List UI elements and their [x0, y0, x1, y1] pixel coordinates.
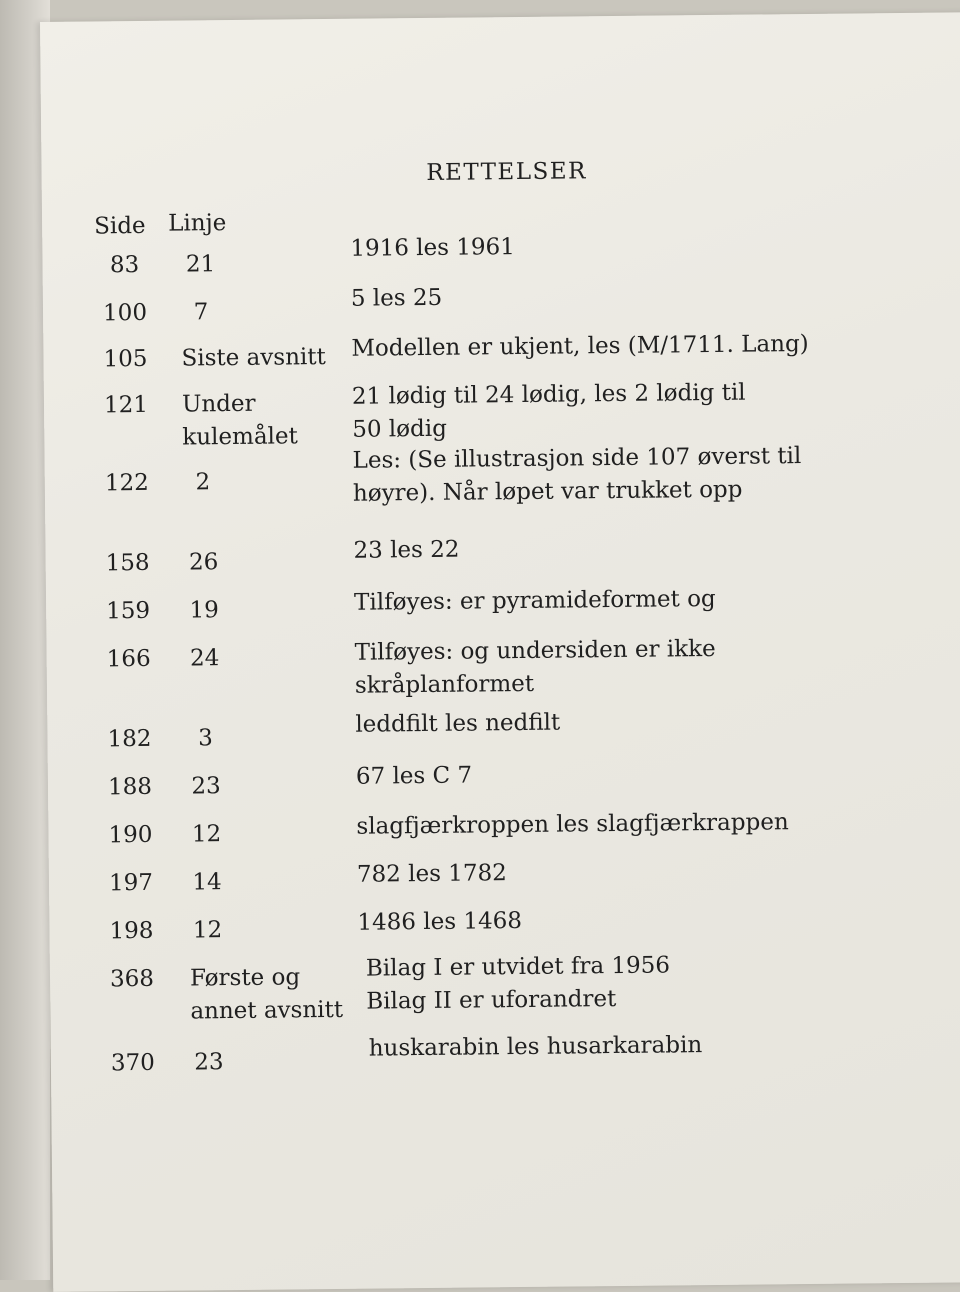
errata-row — [48, 762, 960, 801]
correction-text: Tilføyes: er pyramideformet og — [353, 585, 716, 616]
errata-row — [49, 906, 960, 945]
line-number: 23 — [194, 1049, 224, 1076]
page-number: 159 — [106, 597, 151, 625]
errata-row — [45, 443, 960, 507]
line-number: 12 — [191, 821, 222, 848]
page-number: 83 — [109, 251, 140, 279]
line-number: 23 — [191, 773, 221, 800]
correction-text: Bilag I er utvidet fra 1956 Bilag II er uforandret — [365, 952, 671, 1015]
line-number: 12 — [192, 917, 223, 944]
correction-text: 67 les C 7 — [355, 762, 473, 790]
page-number: 188 — [107, 773, 153, 801]
line-number: 14 — [192, 869, 222, 896]
correction-text: Modellen er ukjent, les (M/1711. Lang) — [351, 330, 809, 362]
errata-row — [48, 809, 960, 849]
correction-text: 5 les 25 — [350, 284, 443, 312]
page-number: 100 — [102, 299, 148, 327]
correction-text: slagfjærkroppen les slagfjærkrappen — [356, 809, 789, 840]
line-label: Under kulemålet — [181, 390, 298, 451]
page-number: 122 — [104, 469, 149, 497]
errata-row — [50, 952, 960, 1025]
line-number: 19 — [189, 597, 219, 624]
page-number: 190 — [108, 821, 153, 849]
errata-row — [47, 709, 960, 753]
page-number: 368 — [109, 965, 155, 993]
correction-text: huskarabin les husarkarabin — [368, 1032, 703, 1062]
correction-text: 23 les 22 — [353, 536, 460, 564]
line-number: 21 — [185, 251, 216, 278]
errata-row — [51, 1032, 960, 1077]
page-number: 182 — [107, 725, 152, 753]
page-number: 121 — [103, 391, 149, 419]
errata-row — [44, 379, 960, 451]
correction-text: Tilføyes: og undersiden er ikke skråplanformet — [354, 635, 716, 699]
errata-row — [49, 858, 960, 897]
errata-row — [46, 536, 960, 577]
line-number: 2 — [195, 469, 211, 496]
correction-text: Les: (Se illustrasjon side 107 øverst til høyre). Når løpet var trukket opp — [352, 443, 802, 507]
book-page — [40, 12, 960, 1292]
errata-row — [43, 330, 960, 373]
correction-text: 1486 les 1468 — [357, 908, 523, 936]
errata-row — [47, 634, 960, 699]
errata-row — [46, 585, 960, 625]
page-number: 105 — [103, 345, 148, 373]
correction-text: 21 lødig til 24 lødig, les 2 lødig til 50 lødig — [351, 379, 746, 443]
page-number: 158 — [105, 549, 150, 577]
line-number: 3 — [198, 725, 213, 752]
page-title: RETTELSER — [426, 158, 588, 186]
page-number: 370 — [110, 1049, 155, 1077]
column-header-linje: Linje — [167, 210, 227, 237]
errata-row — [42, 234, 960, 279]
page-number: 197 — [108, 869, 154, 897]
line-label: Første og annet avsnitt — [189, 964, 344, 1025]
page-number: 166 — [106, 645, 151, 673]
errata-row — [43, 284, 960, 327]
correction-text: 1916 les 1961 — [350, 234, 515, 262]
line-number: 7 — [193, 299, 209, 326]
correction-text: 782 les 1782 — [356, 860, 507, 888]
column-header-side: Side — [94, 212, 146, 240]
line-number: 26 — [188, 549, 219, 576]
correction-text: leddfilt les nedfilt — [355, 709, 561, 738]
errata-content — [40, 12, 960, 1292]
page-number: 198 — [109, 917, 154, 945]
line-label: Siste avsnitt — [181, 344, 326, 372]
line-number: 24 — [189, 645, 220, 672]
